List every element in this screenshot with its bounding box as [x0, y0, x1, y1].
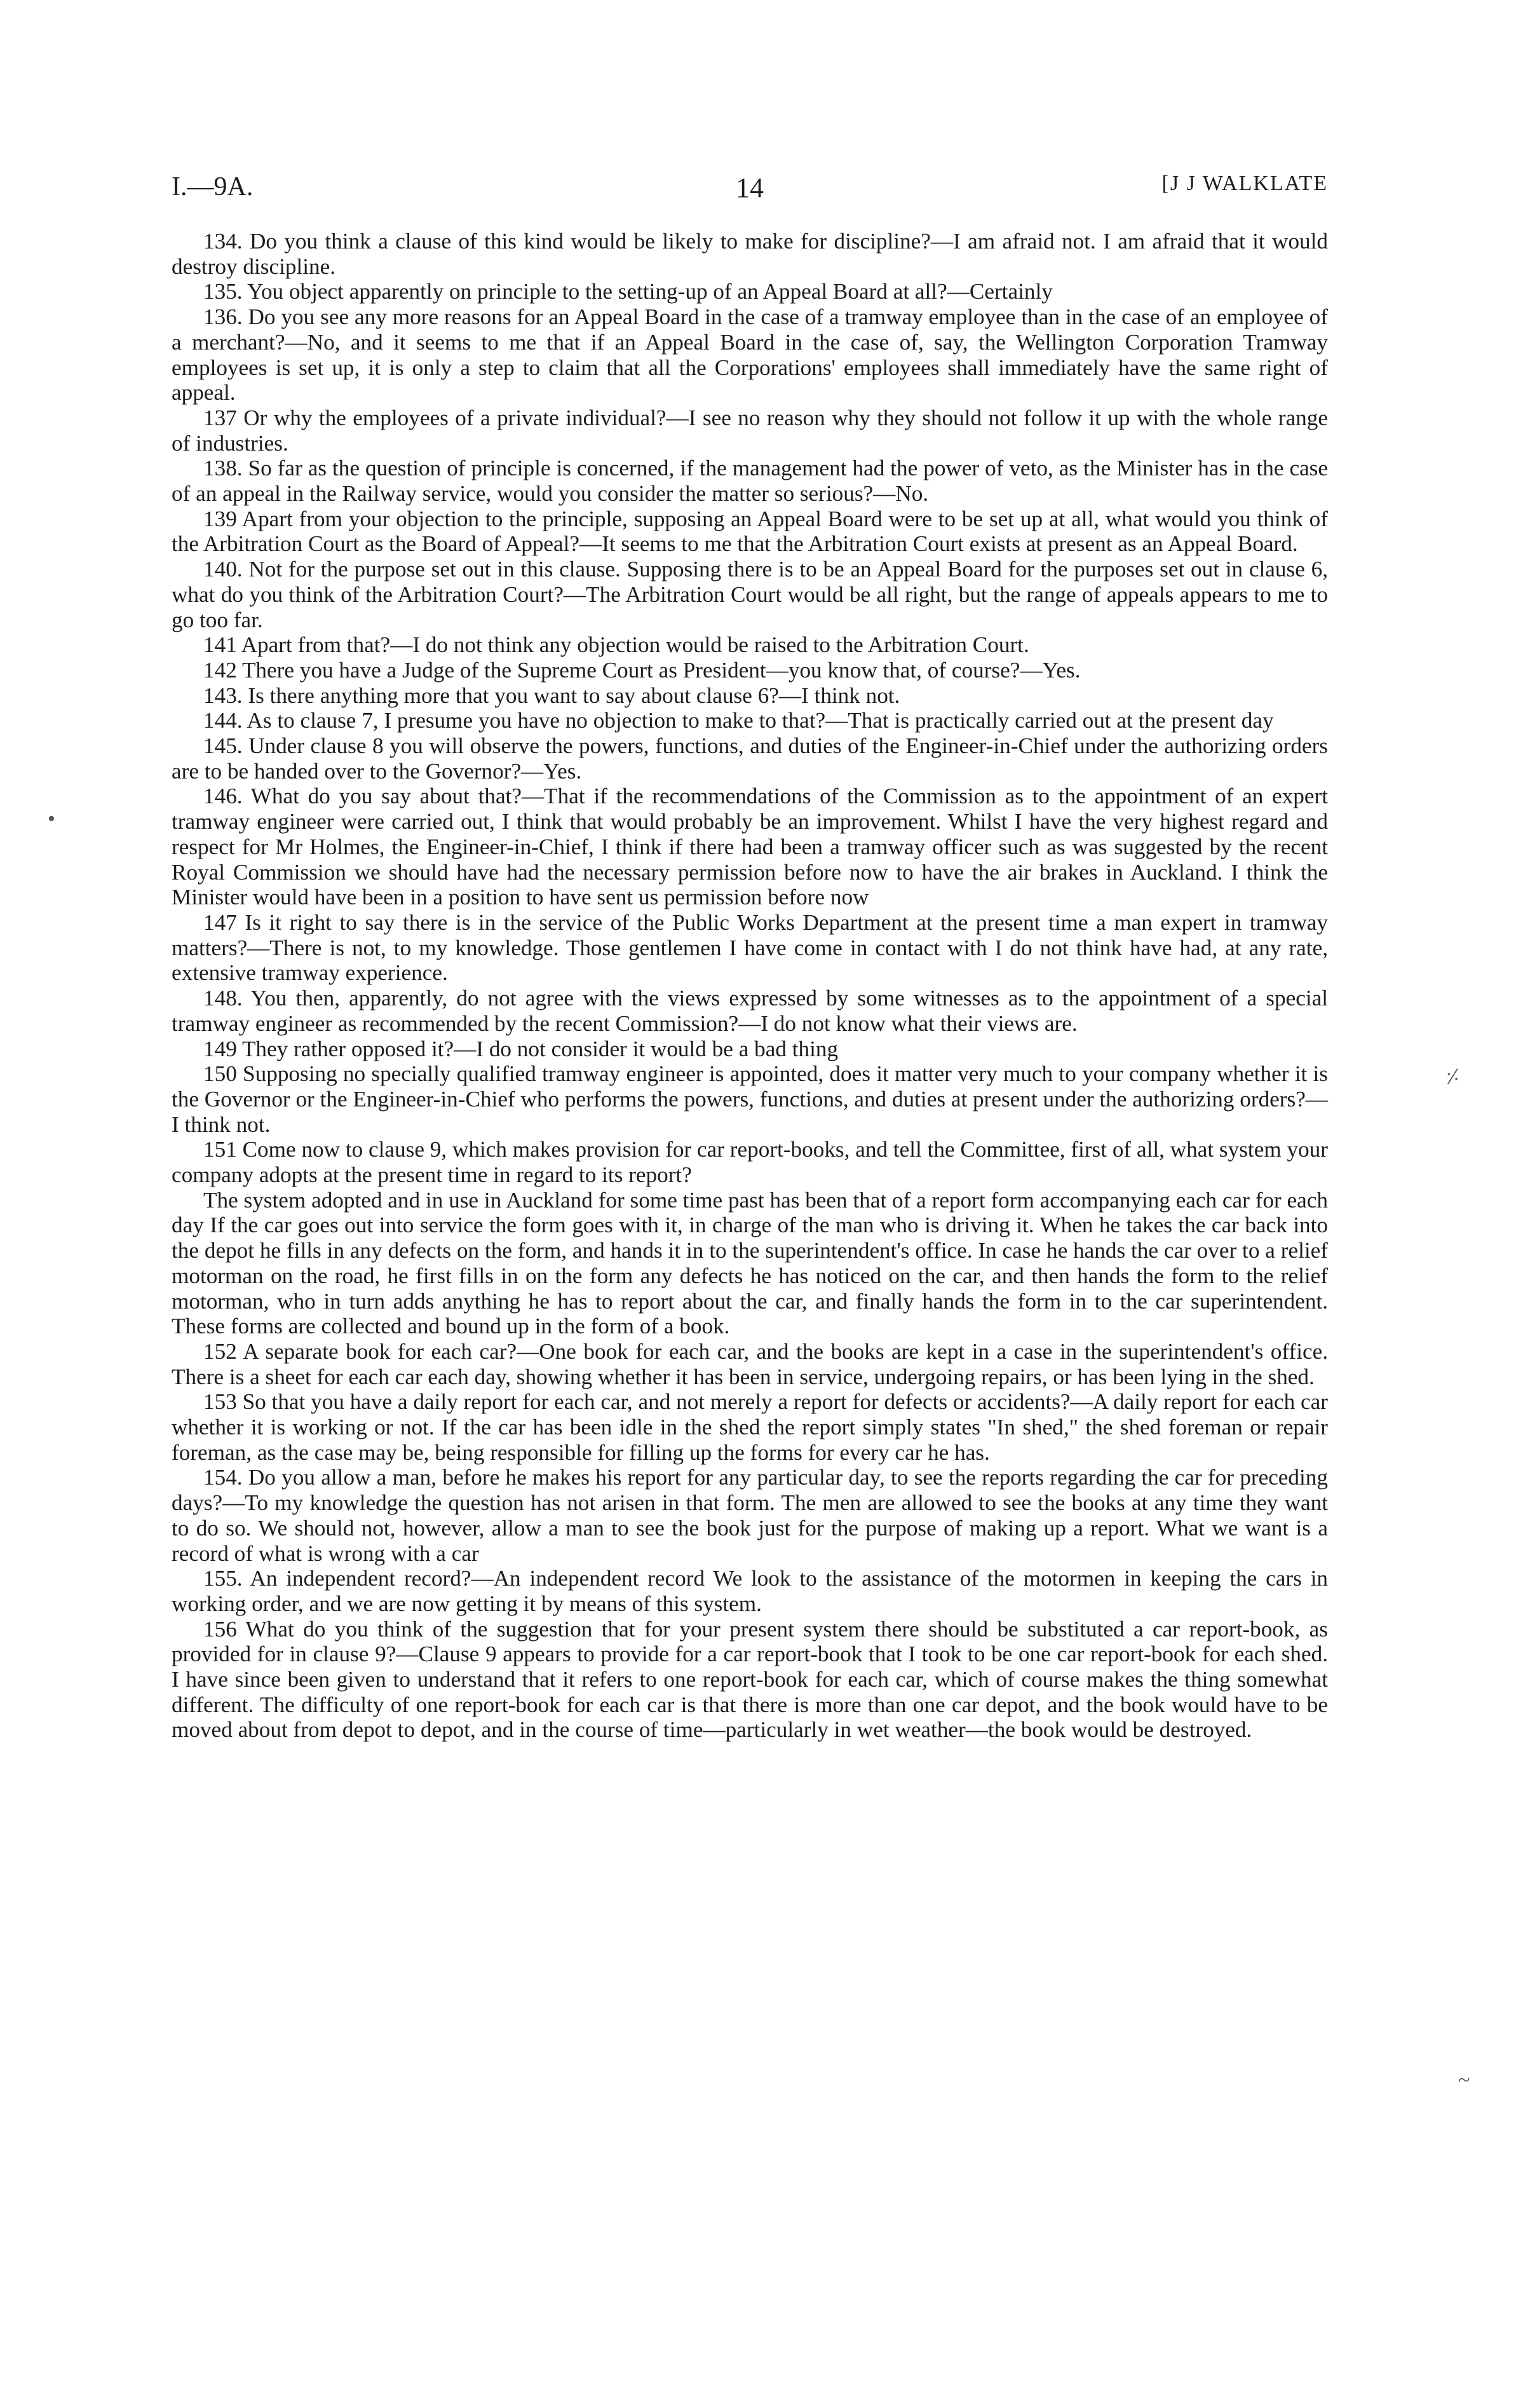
paragraph-138: 138. So far as the question of principle is concerned, if the management had the power of veto, as the Minister has in the case of an appeal in the Railway service, would you consider the matter so serious?—No. [172, 456, 1328, 507]
paragraph-155: 155. An independent record?—An independent record We look to the assistance of the motormen in keeping the cars in working order, and we are now getting it by means of this system. [172, 1566, 1328, 1616]
paragraph-142: 142 There you have a Judge of the Supreme Court as President—you know that, of course?—Yes. [203, 657, 1081, 683]
paragraph-151-answer: The system adopted and in use in Auckland for some time past has been that of a report form accompanying each car for each day If the car goes out into service the form goes with it, in charge of the man who is driving it. When he takes the car back into the depot he fills in any defects on the form, and hands it in to the superintendent's office. In case he hands the car over to a relief motorman on the road, he first fills in on the form any defects he has noticed on the car, and then hands the form to the relief motorman, who in turn adds anything he has to report about the car, and finally hands the form in to the car superintendent. These forms are collected and bound up in the form of a book. [172, 1187, 1328, 1339]
paragraph-156: 156 What do you think of the suggestion that for your present system there should be substituted a car report-book, as provided for in clause 9?—Clause 9 appears to provide for a car report-book that I took to be one car report-book for each shed. I have since been given to understand that it refers to one report-book for each car, which of course makes the thing somewhat different. The difficulty of one report-book for each car is that there is more than one car depot, and the book would have to be moved about from depot to depot, and in the course of time—particularly in wet weather—the book would be destroyed. [172, 1616, 1328, 1743]
paragraph-140: 140. Not for the purpose set out in this clause. Supposing there is to be an Appeal Board for the purposes set out in clause 6, what do you think of the Arbitration Court?—The Arbitration Court would be all right, but the range of appeals appears to me to go too far. [172, 557, 1328, 632]
page-number: 14 [736, 172, 764, 203]
document-body [172, 229, 1328, 1743]
witness-name: [J J WALKLATE [1161, 172, 1328, 195]
paragraph-141: 141 Apart from that?—I do not think any objection would be raised to the Arbitration Court. [203, 632, 1029, 658]
paragraph-135: 135. You object apparently on principle to the setting-up of an Appeal Board at all?—Certainly [203, 279, 1053, 304]
paragraph-147: 147 Is it right to say there is in the service of the Public Works Department at the present time a man expert in tramway matters?—There is not, to my knowledge. Those gentlemen I have come in contact with I do not think have had, at any rate, extensive tramway experience. [172, 909, 1328, 986]
paragraph-151: 151 Come now to clause 9, which makes provision for car report-books, and tell the Committee, first of all, what system your company adopts at the present time in regard to its report? [172, 1137, 1328, 1188]
paragraph-137: 137 Or why the employees of a private individual?—I see no reason why they should not follow it up with the whole range of industries. [172, 405, 1328, 456]
paragraph-148: 148. You then, apparently, do not agree with the views expressed by some witnesses as to the appointment of a special tramway engineer as recommended by the recent Commission?—I do not know what their views are. [172, 986, 1328, 1036]
paragraph-143: 143. Is there anything more that you want to say about clause 6?—I think not. [203, 683, 900, 708]
margin-mark-right: ⸓ [1445, 1066, 1460, 1089]
page-header [172, 172, 1328, 210]
document-reference: I.—9A. [172, 172, 254, 201]
paragraph-154: 154. Do you allow a man, before he makes his report for any particular day, to see the reports regarding the car for preceding days?—To my knowledge the question has not arisen in that form. The men are allowed to see the books at any time they want to do so. We should not, however, allow a man to see the book just for the purpose of making up a report. What we want is a record of what is wrong with a car [172, 1465, 1328, 1566]
margin-mark-right-lower: ~ [1458, 2069, 1470, 2092]
margin-mark-left: • [48, 807, 55, 831]
paragraph-153: 153 So that you have a daily report for each car, and not merely a report for defects or accidents?—A daily report for each car whether it is working or not. If the car has been idle in the shed the report simply states "In shed," the shed foreman or repair foreman, as the case may be, being responsible for filling up the forms for every car he has. [172, 1389, 1328, 1465]
paragraph-146: 146. What do you say about that?—That if the recommendations of the Commission as to the appointment of an expert tramway engineer were carried out, I think that would probably be an improvement. Whilst I have the very highest regard and respect for Mr Holmes, the Engineer-in-Chief, I think if there had been a tramway officer such as was suggested by the recent Royal Commission we should have had the necessary permission before now to have the air brakes in Auckland. I think the Minister would have been in a position to have sent us permission before now [172, 784, 1328, 910]
paragraph-134: 134. Do you think a clause of this kind would be likely to make for discipline?—I am afraid not. I am afraid that it would destroy discipline. [172, 229, 1328, 279]
paragraph-150: 150 Supposing no specially qualified tramway engineer is appointed, does it matter very much to your company whether it is the Governor or the Engineer-in-Chief who performs the powers, functions, and duties at present under the authorizing orders?—I think not. [172, 1061, 1328, 1137]
paragraph-152: 152 A separate book for each car?—One book for each car, and the books are kept in a case in the superintendent's office. There is a sheet for each car each day, showing whether it has been in service, undergoing repairs, or has been lying in the shed. [172, 1338, 1328, 1389]
paragraph-136: 136. Do you see any more reasons for an Appeal Board in the case of a tramway employee than in the case of an employee of a merchant?—No, and it seems to me that if an Appeal Board in the case of, say, the Wellington Corporation Tramway employees is set up, it is only a step to claim that all the Corporations' employees shall immediately have the same right of appeal. [172, 304, 1328, 405]
paragraph-145: 145. Under clause 8 you will observe the powers, functions, and duties of the Engineer-in-Chief under the authorizing orders are to be handed over to the Governor?—Yes. [172, 733, 1328, 784]
paragraph-149: 149 They rather opposed it?—I do not consider it would be a bad thing [203, 1036, 839, 1061]
paragraph-144: 144. As to clause 7, I presume you have no objection to make to that?—That is practically carried out at the present day [203, 708, 1274, 733]
paragraph-139: 139 Apart from your objection to the principle, supposing an Appeal Board were to be set up at all, what would you think of the Arbitration Court as the Board of Appeal?—It seems to me that the Arbitration Court exists at present as an Appeal Board. [172, 506, 1328, 557]
